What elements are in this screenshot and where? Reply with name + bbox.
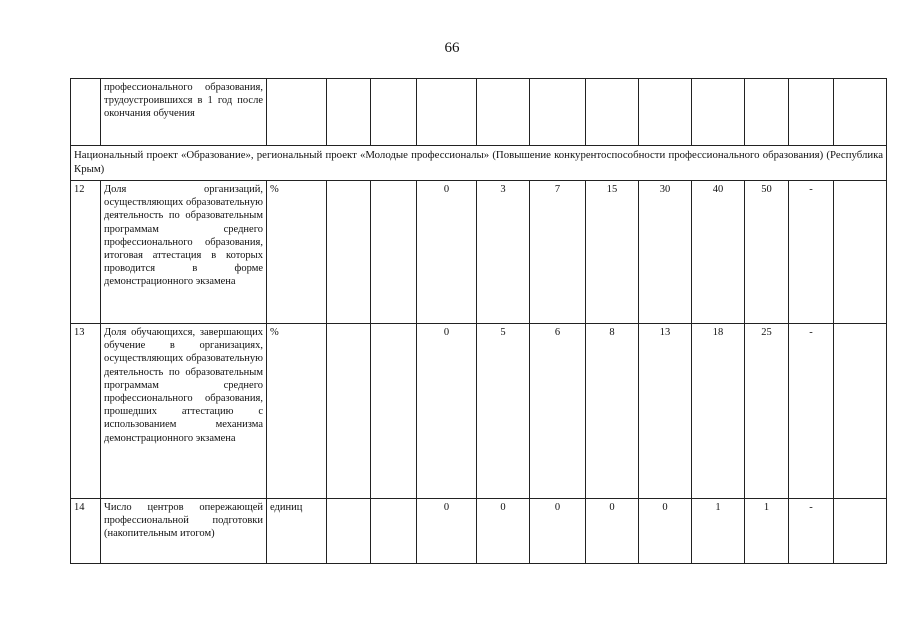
value-cell: 1 bbox=[692, 499, 745, 564]
value-cell bbox=[692, 79, 745, 146]
value-cell: 0 bbox=[417, 499, 477, 564]
value-cell bbox=[530, 79, 586, 146]
value-cell bbox=[834, 181, 887, 324]
value-cell: - bbox=[789, 181, 834, 324]
table-row bbox=[71, 499, 887, 564]
table-row-continued bbox=[71, 79, 887, 146]
value-cell: 0 bbox=[417, 324, 477, 499]
value-cell: 30 bbox=[639, 181, 692, 324]
value-cell: 13 bbox=[639, 324, 692, 499]
value-cell: 18 bbox=[692, 324, 745, 499]
value-cell bbox=[327, 499, 371, 564]
row-number-cell: 13 bbox=[71, 324, 101, 499]
indicators-table bbox=[70, 78, 887, 564]
value-cell: 0 bbox=[417, 181, 477, 324]
value-cell bbox=[327, 181, 371, 324]
value-cell bbox=[327, 79, 371, 146]
value-cell bbox=[371, 181, 417, 324]
unit-cell: % bbox=[267, 324, 327, 499]
value-cell: 8 bbox=[586, 324, 639, 499]
value-cell: 40 bbox=[692, 181, 745, 324]
value-cell bbox=[586, 79, 639, 146]
page-number: 66 bbox=[444, 40, 460, 56]
table-row bbox=[71, 181, 887, 324]
value-cell bbox=[639, 79, 692, 146]
value-cell: 0 bbox=[586, 499, 639, 564]
value-cell bbox=[477, 79, 530, 146]
value-cell: 7 bbox=[530, 181, 586, 324]
row-number-cell: 14 bbox=[71, 499, 101, 564]
indicator-name-cell: Доля обучающихся, завершающих обучение в организациях, осуществляющих образовательную деятельность по образовательным программам среднего профессионального образования, прошедших аттестацию с использованием механизма демонстрационного экзамена bbox=[101, 324, 267, 499]
value-cell: 5 bbox=[477, 324, 530, 499]
value-cell bbox=[371, 499, 417, 564]
unit-cell: % bbox=[267, 181, 327, 324]
value-cell bbox=[745, 79, 789, 146]
value-cell bbox=[834, 324, 887, 499]
table-row bbox=[71, 324, 887, 499]
value-cell: - bbox=[789, 324, 834, 499]
indicator-name-cell: профессионального образования, трудоустроившихся в 1 год после окончания обучения bbox=[101, 79, 267, 146]
value-cell: 0 bbox=[477, 499, 530, 564]
value-cell: - bbox=[789, 499, 834, 564]
indicator-name-cell: Число центров опережающей профессиональной подготовки (накопительным итогом) bbox=[101, 499, 267, 564]
section-row bbox=[71, 146, 887, 181]
row-number-cell bbox=[71, 79, 101, 146]
value-cell bbox=[834, 499, 887, 564]
value-cell: 3 bbox=[477, 181, 530, 324]
value-cell: 0 bbox=[530, 499, 586, 564]
value-cell bbox=[834, 79, 887, 146]
section-title: Национальный проект «Образование», региональный проект «Молодые профессионалы» (Повышение конкурентоспособности профессионального образования) (Республика Крым) bbox=[71, 146, 887, 181]
value-cell bbox=[789, 79, 834, 146]
value-cell: 6 bbox=[530, 324, 586, 499]
unit-cell: единиц bbox=[267, 499, 327, 564]
value-cell: 50 bbox=[745, 181, 789, 324]
value-cell: 1 bbox=[745, 499, 789, 564]
indicator-name-cell: Доля организаций, осуществляющих образовательную деятельность по образовательным программам среднего профессионального образования, итоговая аттестация в которых проводится в форме демонстрационного экзамена bbox=[101, 181, 267, 324]
value-cell bbox=[327, 324, 371, 499]
value-cell bbox=[371, 324, 417, 499]
unit-cell bbox=[267, 79, 327, 146]
value-cell: 25 bbox=[745, 324, 789, 499]
row-number-cell: 12 bbox=[71, 181, 101, 324]
value-cell: 0 bbox=[639, 499, 692, 564]
value-cell: 15 bbox=[586, 181, 639, 324]
value-cell bbox=[371, 79, 417, 146]
value-cell bbox=[417, 79, 477, 146]
